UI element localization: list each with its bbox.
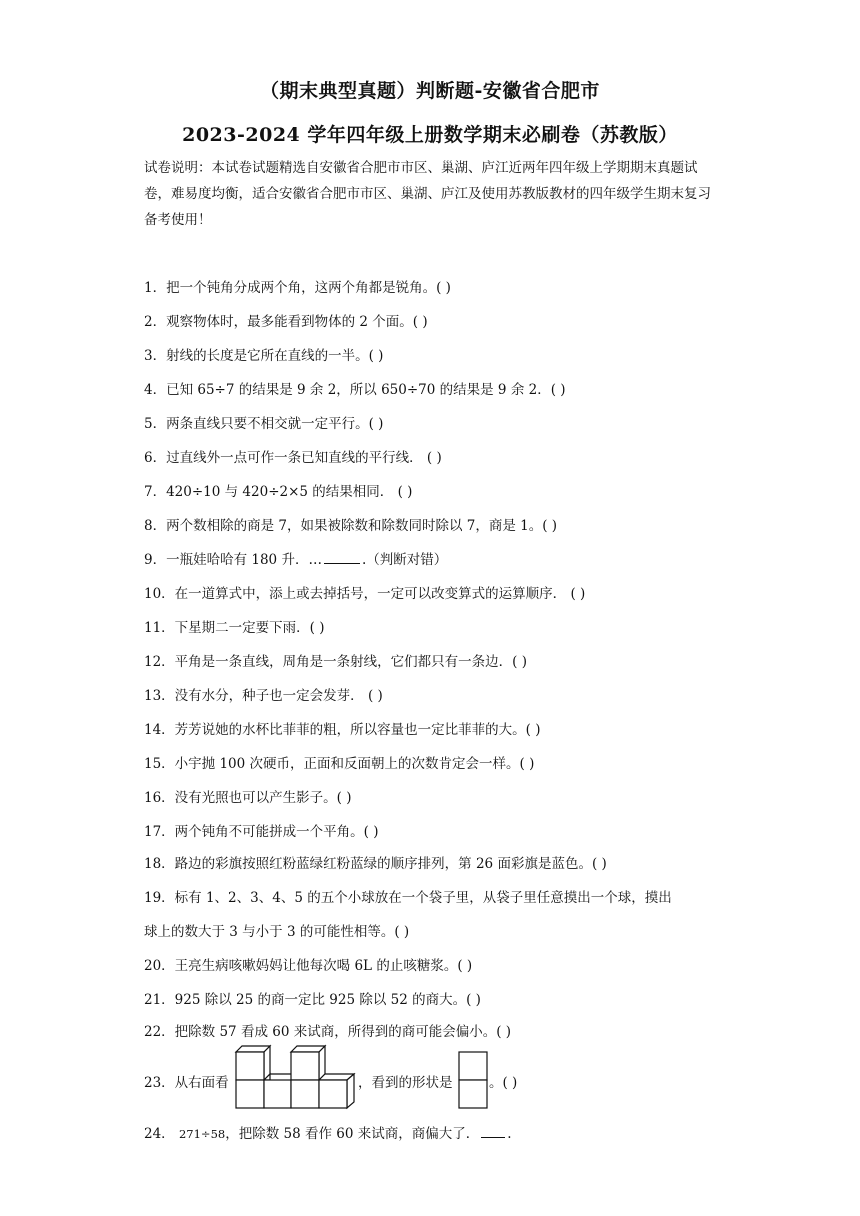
answer-blank[interactable]	[324, 551, 360, 564]
exam-description: 试卷说明：本试卷试题精选自安徽省合肥市市区、巢湖、庐江近两年四年级上学期期末真题试卷，难易度均衡，适合安徽省合肥市市区、巢湖、庐江及使用苏教版教材的四年级学生期末复习备考使用！	[144, 160, 711, 228]
question-18: 18．路边的彩旗按照红粉蓝绿红粉蓝绿的顺序排列，第 26 面彩旗是蓝色。( )	[144, 856, 607, 872]
question-9-text: 9．一瓶娃哈哈有 180 升．…	[144, 552, 322, 568]
side-view-figure	[457, 1050, 489, 1110]
question-9-suffix: .（判断对错）	[361, 552, 448, 568]
question-23-suffix: 。( )	[489, 1075, 518, 1091]
question-24-suffix: .	[507, 1126, 512, 1142]
question-20: 20．王亮生病咳嗽妈妈让他每次喝 6L 的止咳糖浆。( )	[144, 958, 473, 974]
question-13: 13．没有水分，种子也一定会发芽． ( )	[144, 688, 383, 704]
question-12: 12．平角是一条直线，周角是一条射线，它们都只有一条边．( )	[144, 654, 528, 670]
question-21: 21．925 除以 25 的商一定比 925 除以 52 的商大。( )	[144, 992, 481, 1008]
question-17: 17．两个钝角不可能拼成一个平角。( )	[144, 824, 379, 840]
question-16: 16．没有光照也可以产生影子。( )	[144, 790, 352, 806]
question-11: 11．下星期二一定要下雨．( )	[144, 620, 325, 636]
question-22: 22．把除数 57 看成 60 来试商，所得到的商可能会偏小。( )	[144, 1024, 512, 1040]
question-8: 8．两个数相除的商是 7，如果被除数和除数同时除以 7，商是 1。( )	[144, 518, 558, 534]
question-19: 19．标有 1、2、3、4、5 的五个小球放在一个袋子里，从袋子里任意摸出一个球，摸出	[144, 890, 672, 906]
question-15: 15．小宇抛 100 次硬币，正面和反面朝上的次数肯定会一样。( )	[144, 756, 535, 772]
question-7: 7．420÷10 与 420÷2×5 的结果相同． ( )	[144, 484, 413, 500]
title-line-1: （期末典型真题）判断题-安徽省合肥市	[260, 80, 600, 102]
cube-stack-figure	[234, 1046, 356, 1112]
question-23-prefix: 23．从右面看	[144, 1075, 229, 1091]
question-5: 5．两条直线只要不相交就一定平行。( )	[144, 416, 384, 432]
question-24-text: ，把除数 58 看作 60 来试商，商偏大了．	[225, 1126, 480, 1142]
question-6: 6．过直线外一点可作一条已知直线的平行线． ( )	[144, 450, 442, 466]
title-line-2: 2023-2024 学年四年级上册数学期末必刷卷（苏教版）	[182, 124, 678, 146]
question-10: 10．在一道算式中，添上或去掉括号，一定可以改变算式的运算顺序． ( )	[144, 586, 586, 602]
question-1: 1．把一个钝角分成两个角，这两个角都是锐角。( )	[144, 280, 451, 296]
question-2: 2．观察物体时，最多能看到物体的 2 个面。( )	[144, 314, 428, 330]
question-14: 14．芳芳说她的水杯比菲菲的粗，所以容量也一定比菲菲的大。( )	[144, 722, 541, 738]
question-19-line-2: 球上的数大于 3 与小于 3 的可能性相等。( )	[144, 924, 410, 940]
question-9	[144, 548, 447, 568]
question-23-middle: ，看到的形状是	[358, 1075, 453, 1091]
answer-blank[interactable]	[481, 1125, 505, 1138]
question-24-expression: 271÷58	[178, 1127, 226, 1141]
question-4: 4．已知 65÷7 的结果是 9 余 2，所以 650÷70 的结果是 9 余 2．( )	[144, 382, 566, 398]
question-3: 3．射线的长度是它所在直线的一半。( )	[144, 348, 384, 364]
question-24-prefix: 24．	[144, 1126, 175, 1142]
question-24	[144, 1122, 512, 1142]
